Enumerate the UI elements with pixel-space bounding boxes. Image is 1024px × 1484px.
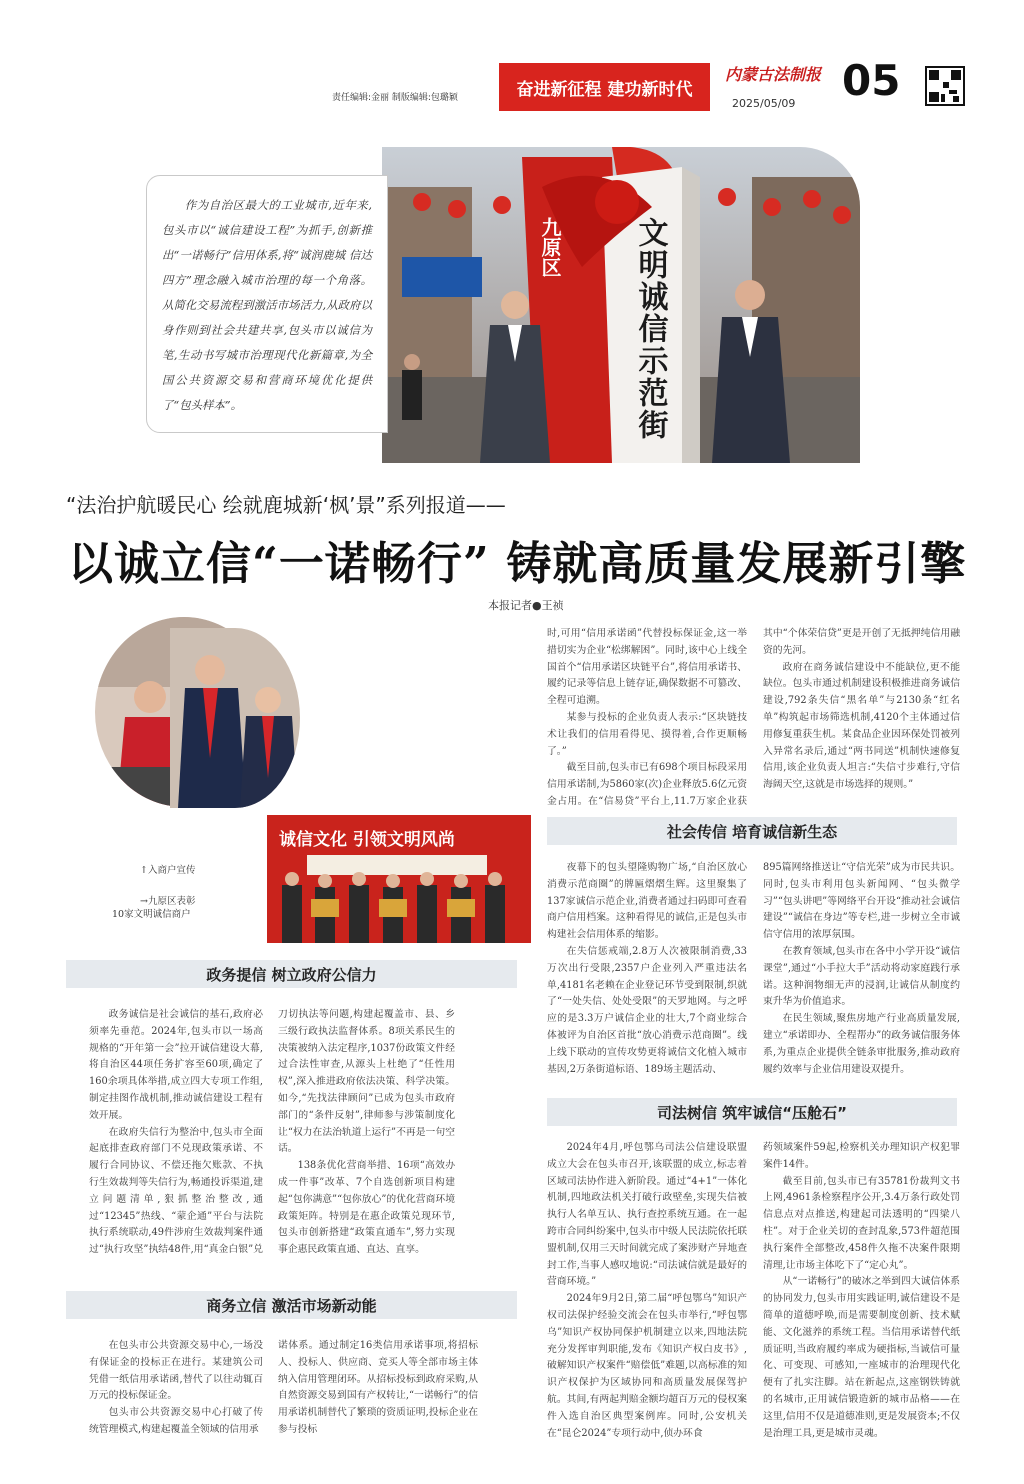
section-heading-society bbox=[547, 817, 957, 845]
page-number: 05 bbox=[842, 56, 901, 105]
section-heading-justice-text: 司法树信 筑牢诚信“压舱石” bbox=[657, 1103, 847, 1122]
slogan-text: 奋进新征程 建功新时代 bbox=[516, 79, 693, 100]
newspaper-name: 内蒙古法制报 bbox=[725, 65, 822, 84]
paragraph: 从“一诺畅行”的破冰之举到四大诚信体系的协同发力,包头市用实践证明,诚信建设不是简单的道德呼唤,而是需要制度创新、技术赋能、文化滋养的系统工程。当信用承诺替代纸质证明,当政府履约率成为硬指标,当诚信可量化、可变现、可感知,一座城市的治理现代化便有了扎实注脚。站在新起点,这座钢铁铸就的名城市,正用诚信锻造新的城市品格——在这里,信用不仅是道德准则,更是发展资本;不仅是治理工具,更是城市灵魂。 bbox=[763, 1276, 960, 1439]
column-mid-top bbox=[547, 626, 747, 806]
award-ceremony-photo bbox=[267, 815, 531, 943]
column-business-left bbox=[89, 1338, 263, 1458]
paragraph: 刀切执法等问题,构建起覆盖市、县、乡三级行政执法监督体系。8项关系民生的决策被纳入法定程序,1037份政策文件经过合法性审查,从源头上杜绝了“任性用权”,深入推进政府依法决策、科学决策。如今,“先找法律顾问”已成为包头市政府部门的“条件反射”,律师参与涉策制度化让“权力在法治轨道上运行”不再是一句空话。 bbox=[278, 1009, 455, 1155]
paragraph: 在民生领域,聚焦房地产行业高质量发展,建立“承诺即办、全程帮办”的政务诚信服务体系,为重点企业提供全链条审批服务,推动政府履约效率与企业信用建设双提升。 bbox=[763, 1013, 960, 1075]
paragraph: 药领域案件59起,检察机关办理知识产权犯罪案件14件。 bbox=[763, 1142, 960, 1170]
issue-date: 2025/05/09 bbox=[732, 97, 796, 110]
byline: 本报记者●王祯 bbox=[488, 599, 564, 612]
paragraph: 2024年9月2日,第二届“呼包鄂乌”知识产权司法保护经验交流会在包头市举行,“呼包鄂乌”知识产权协同保护机制建立以来,四地法院充分发挥审判职能,发布《知识产权白皮书》,破解知识产权案件“赔偿低”难题,以高标准的知识产权保护为区域协同和高质量发展保驾护航。其间,有两起判赔金额均超百万元的侵权案件入选自治区典型案例库。同时,公安机关在“昆仑2024”专项行动中,侦办环食 bbox=[547, 1293, 747, 1439]
paragraph: 895篇网络推送让“守信光荣”成为市民共识。同时,包头市利用包头新闻网、“包头微学习”“包头讲吧”等网络平台开设“推动社会诚信建设”“诚信在身边”等专栏,进一步树立全市诚信守信用的浓厚氛围。 bbox=[763, 862, 960, 941]
column-gov-right bbox=[278, 1007, 455, 1257]
caption-award-line2: 10家文明诚信商户 bbox=[112, 909, 191, 920]
qr-code-icon bbox=[925, 66, 965, 106]
paragraph: 2024年4月,呼包鄂乌司法公信建设联盟成立大会在包头市召开,该联盟的成立,标志着区域司法协作进入新阶段。通过“4+1”一体化机制,四地政法机关打破行政壁垒,实现失信被执行人名单互认、执行查控系统互通。在一起跨市合同纠纷案中,包头市中级人民法院依托联盟机制,仅用三天时间就完成了案涉财产异地查封工作,当事人感叹地说:“司法诚信就是最好的营商环境。” bbox=[547, 1142, 747, 1288]
sign-street-text: 文明诚信示范街 bbox=[632, 217, 668, 441]
column-society-right bbox=[763, 860, 960, 1080]
paragraph: 138条优化营商举措、16项“高效办成一件事”改革、7个自选创新项目构建起“包你满意”“包你放心”的优化营商环境政策矩阵。特别是在惠企政策兑现环节,包头市创新搭建“政策直通车”,努力实现事企惠民政策直通、直达、直享。 bbox=[278, 1160, 455, 1256]
uniformed-staff-photo bbox=[170, 628, 300, 808]
column-right-top bbox=[763, 626, 960, 806]
paragraph: 政府在商务诚信建设中不能缺位,更不能缺位。包头市通过机制建设积极推进商务诚信建设,792条失信“黑名单”与2130条“红名单”构筑起市场筛选机制,4120个主体通过信用修复重获生机。某食品企业因环保处罚被列入异常名录后,通过“两书同送”机制快速修复信用,该企业负责人坦言:“失信寸步难行,守信海阔天空,这就是市场选择的规则。” bbox=[763, 661, 960, 791]
paragraph: 在包头市公共资源交易中心,一场没有保证金的投标正在进行。某建筑公司凭借一纸信用承诺函,替代了以往动辄百万元的投标保证金。 bbox=[89, 1340, 263, 1402]
series-title: “法治护航暖民心 绘就鹿城新‘枫’景”系列报道—— bbox=[66, 493, 506, 517]
section-heading-gov-text: 政务提信 树立政府公信力 bbox=[206, 965, 377, 984]
section-heading-business-text: 商务立信 激活市场新动能 bbox=[206, 1296, 377, 1315]
banner-slogan-text: 诚信文化 引领文明风尚 bbox=[279, 830, 455, 850]
section-heading-society-text: 社会传信 培育诚信新生态 bbox=[666, 822, 838, 841]
paragraph: 政务诚信是社会诚信的基石,政府必须率先垂范。2024年,包头市以一场高规格的“开年第一会”拉开诚信建设大幕,将自治区44项任务扩容至60项,确定了160余项具体举措,成立四大专项工作组,制定挂图作战机制,推动诚信建设工程有效开展。 bbox=[89, 1009, 263, 1121]
section-heading-business bbox=[66, 1291, 517, 1319]
paragraph: 在失信惩戒端,2.8万人次被限制消费,33万次出行受限,2357户企业列入严重违法名单,4181名老赖在企业登记环节受到限制,织就了“一处失信、处处受限”的天罗地网。与之呼应的是3.3万户诚信企业的壮大,7个商业综合体被评为自治区首批“放心消费示范商圈”。线上线下联动的宣传攻势更将诚信文化植入城市基因,2万条街道标语、189场主题活动、 bbox=[547, 945, 747, 1075]
paragraph: 在政府失信行为整治中,包头市全面起底排查政府部门不兑现政策承诺、不履行合同协议、不偿还拖欠账款、不执行生效裁判等失信行为,畅通投诉渠道,建立问题清单,狠抓整治整改,通过“12345”热线、“蒙企通”平台与法院执行系统联动,49件涉府生效裁判案件通过“执行攻坚”执结48件,用“真金白银”兑 bbox=[89, 1126, 263, 1256]
column-justice-right bbox=[763, 1140, 960, 1470]
paragraph: 其中“个体荣信贷”更是开创了无抵押纯信用融资的先河。 bbox=[763, 628, 960, 656]
editor-credits: 责任编辑:金丽 制版编辑:包璐颖 bbox=[332, 93, 458, 103]
paragraph: 在教育领域,包头市在各中小学开设“诚信课堂”,通过“小手拉大手”活动将动家庭践行承诺。这种润物细无声的浸润,让诚信从制度约束升华为价值追求。 bbox=[763, 945, 960, 1008]
paragraph: 截至目前,包头市已有698个项目标段采用信用承诺制,为5860家(次)企业释放5.6亿元资金占用。在“信易贷”平台上,11.7万家企业获 bbox=[547, 762, 747, 806]
column-society-left bbox=[547, 860, 747, 1080]
unveiling-photo bbox=[382, 147, 860, 463]
column-gov-left bbox=[89, 1007, 263, 1257]
paragraph: 时,可用“信用承诺函”代替投标保证金,这一举措切实为企业“松绑解困”。同时,该中心上线全国首个“信用承诺区块链平台”,将信用承诺书、履约记录等信息上链存证,确保数据不可篡改、全程可追溯。 bbox=[547, 628, 747, 707]
paragraph: 诺体系。通过制定16类信用承诺事项,将招标人、投标人、供应商、竞买人等全部市场主体纳入信用管理闭环。从招标投标到政府采购,从自然资源交易到国有产权转让,“一诺畅行”的信用承诺机制替代了繁琐的资质证明,投标企业在参与投标 bbox=[278, 1340, 478, 1435]
caption-award-line1: →九原区表彰 bbox=[140, 896, 196, 907]
caption-shop: ↑入商户宣传 bbox=[140, 865, 196, 876]
slogan-banner bbox=[499, 63, 710, 111]
section-heading-justice bbox=[547, 1098, 957, 1126]
column-justice-left bbox=[547, 1140, 747, 1470]
intro-paragraph: 作为自治区最大的工业城市,近年来,包头市以“诚信建设工程”为抓手,创新推出“一诺畅行”信用体系,将“诚润鹿城 信达四方”理念融入城市治理的每一个角落。从简化交易流程到激活市场活力,从政府以身作则到社会共建共享,包头市以诚信为笔,生动书写城市治理现代化新篇章,为全国公共资源交易和营商环境优化提供了“包头样本”。 bbox=[162, 198, 372, 412]
column-business-right bbox=[278, 1338, 478, 1458]
paragraph: 截至目前,包头市已有35781份裁判文书上网,4961条检察程序公开,3.4万条行政处罚信息点对点推送,构建起司法透明的“四梁八柱”。对于企业关切的查封乱象,573件超范围执行案件全部整改,458件久拖不决案件限期清理,让市场主体吃下了“定心丸”。 bbox=[763, 1175, 960, 1271]
paragraph: 夜幕下的包头望隆购物广场,“自治区放心消费示范商圈”的牌匾熠熠生辉。这里聚集了137家诚信示范企业,消费者通过扫码即可查看商户信用档案。这种看得见的诚信,正是包头市构建社会信用体系的缩影。 bbox=[547, 862, 747, 941]
section-heading-gov bbox=[66, 960, 517, 988]
paragraph: 包头市公共资源交易中心打破了传统管理模式,构建起覆盖全领域的信用承 bbox=[89, 1407, 263, 1435]
sign-district-text: 九原区 bbox=[538, 217, 562, 277]
main-headline: 以诚立信“一诺畅行” 铸就高质量发展新引擎 bbox=[68, 537, 967, 590]
paragraph: 某参与投标的企业负责人表示:“区块链技术让我们的信用看得见、摸得着,合作更顺畅了。” bbox=[547, 711, 747, 757]
